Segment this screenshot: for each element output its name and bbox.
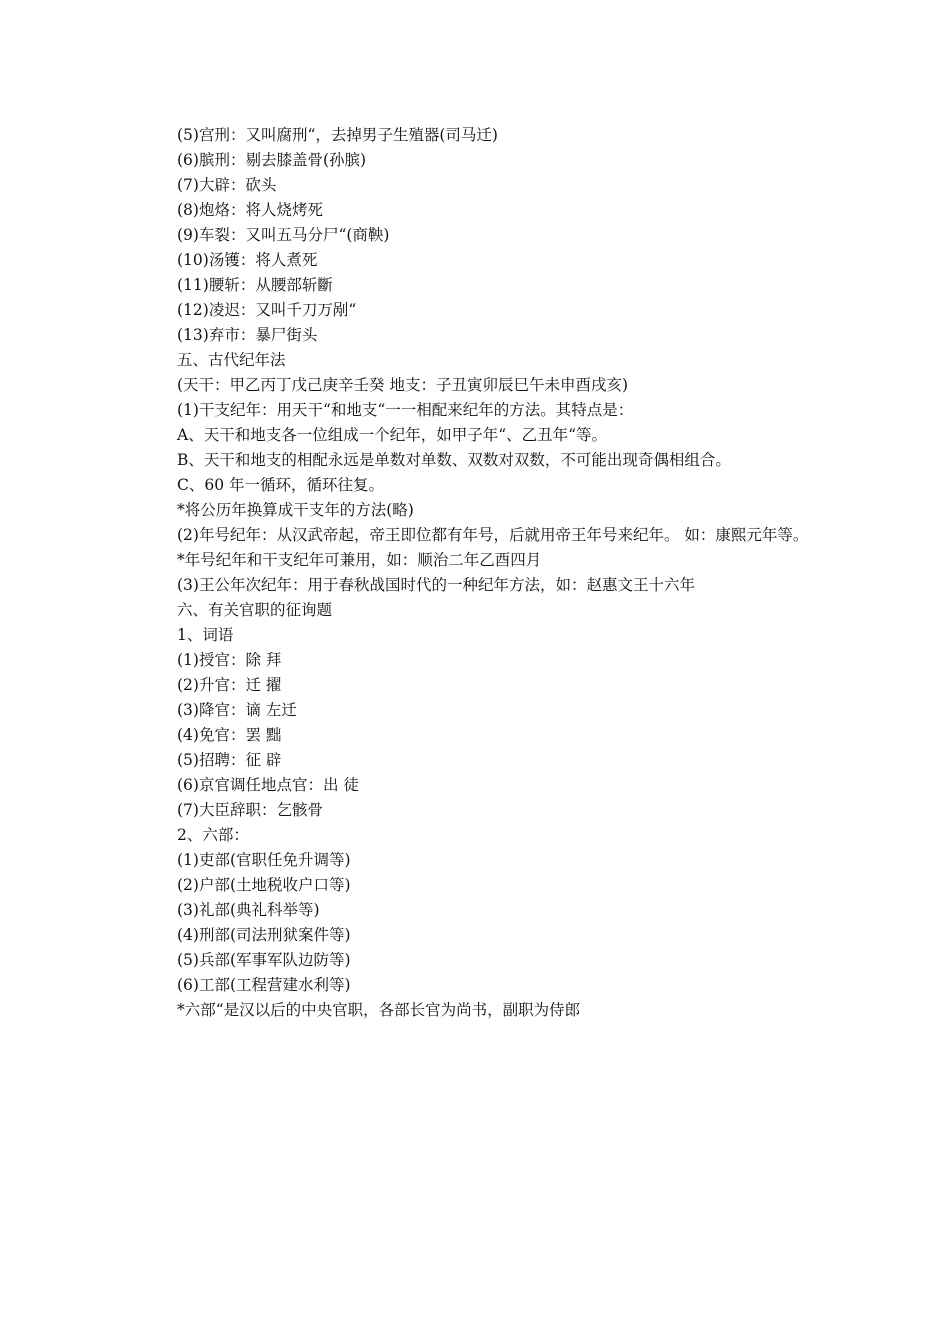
text-line: (3)王公年次纪年：用于春秋战国时代的一种纪年方法，如：赵惠文王十六年	[177, 576, 695, 594]
text-line: (6)工部(工程营建水利等)	[177, 976, 351, 994]
text-line: B、天干和地支的相配永远是单数对单数、双数对双数，不可能出现奇偶相组合。	[177, 451, 731, 469]
text-line: (12)凌迟：又叫千刀万剐“	[177, 301, 357, 319]
section-heading: 六、有关官职的征询题	[177, 601, 333, 619]
text-line: (1)授官：除 拜	[177, 651, 282, 669]
text-line: (9)车裂：又叫五马分尸“(商鞅)	[177, 226, 390, 244]
text-line: 2、六部：	[177, 826, 249, 844]
text-line: (3)降官：谪 左迁	[177, 701, 297, 719]
text-line: *年号纪年和干支纪年可兼用，如：顺治二年乙酉四月	[177, 551, 542, 569]
text-line: (8)炮烙：将人烧烤死	[177, 201, 323, 219]
text-line: (5)宫刑：又叫腐刑“，去掉男子生殖器(司马迁)	[177, 126, 498, 144]
text-line: (11)腰斩：从腰部斩斷	[177, 276, 333, 294]
text-line: C、60 年一循环，循环往复。	[177, 476, 385, 494]
text-line: (1)干支纪年：用天干“和地支“一一相配来纪年的方法。其特点是：	[177, 401, 634, 419]
text-line: (4)免官：罢 黜	[177, 726, 282, 744]
text-line: (1)吏部(官职任免升调等)	[177, 851, 351, 869]
text-line: (4)刑部(司法刑狱案件等)	[177, 926, 351, 944]
text-line: (7)大辟：砍头	[177, 176, 277, 194]
text-line: (6)膑刑：剔去膝盖骨(孙膑)	[177, 151, 367, 169]
text-line: (天干：甲乙丙丁戊己庚辛壬癸 地支：子丑寅卯辰巳午未申酉戌亥)	[177, 376, 629, 394]
text-line: (10)汤镬：将人煮死	[177, 251, 318, 269]
text-line: (13)弃市：暴尸街头	[177, 326, 318, 344]
text-line: *六部“是汉以后的中央官职，各部长官为尚书，副职为侍郎	[177, 1001, 581, 1019]
text-line: 1、词语	[177, 626, 234, 644]
document-body	[144, 123, 809, 1023]
text-line: (2)户部(土地税收户口等)	[177, 876, 351, 894]
text-line: (2)升官：迁 擢	[177, 676, 282, 694]
text-line: (5)招聘：征 辟	[177, 751, 282, 769]
section-heading: 五、古代纪年法	[177, 351, 286, 369]
text-line: (2)年号纪年：从汉武帝起，帝王即位都有年号，后就用帝王年号来纪年。 如：康熙元年等。	[177, 526, 809, 544]
text-line: (7)大臣辞职：乞骸骨	[177, 801, 323, 819]
text-line: A、天干和地支各一位组成一个纪年，如甲子年“、乙丑年“等。	[177, 426, 608, 444]
text-line: *将公历年换算成干支年的方法(略)	[177, 501, 414, 519]
text-line: (6)京官调任地点官：出 徒	[177, 776, 359, 794]
text-line: (3)礼部(典礼科举等)	[177, 901, 320, 919]
text-line: (5)兵部(军事军队边防等)	[177, 951, 351, 969]
